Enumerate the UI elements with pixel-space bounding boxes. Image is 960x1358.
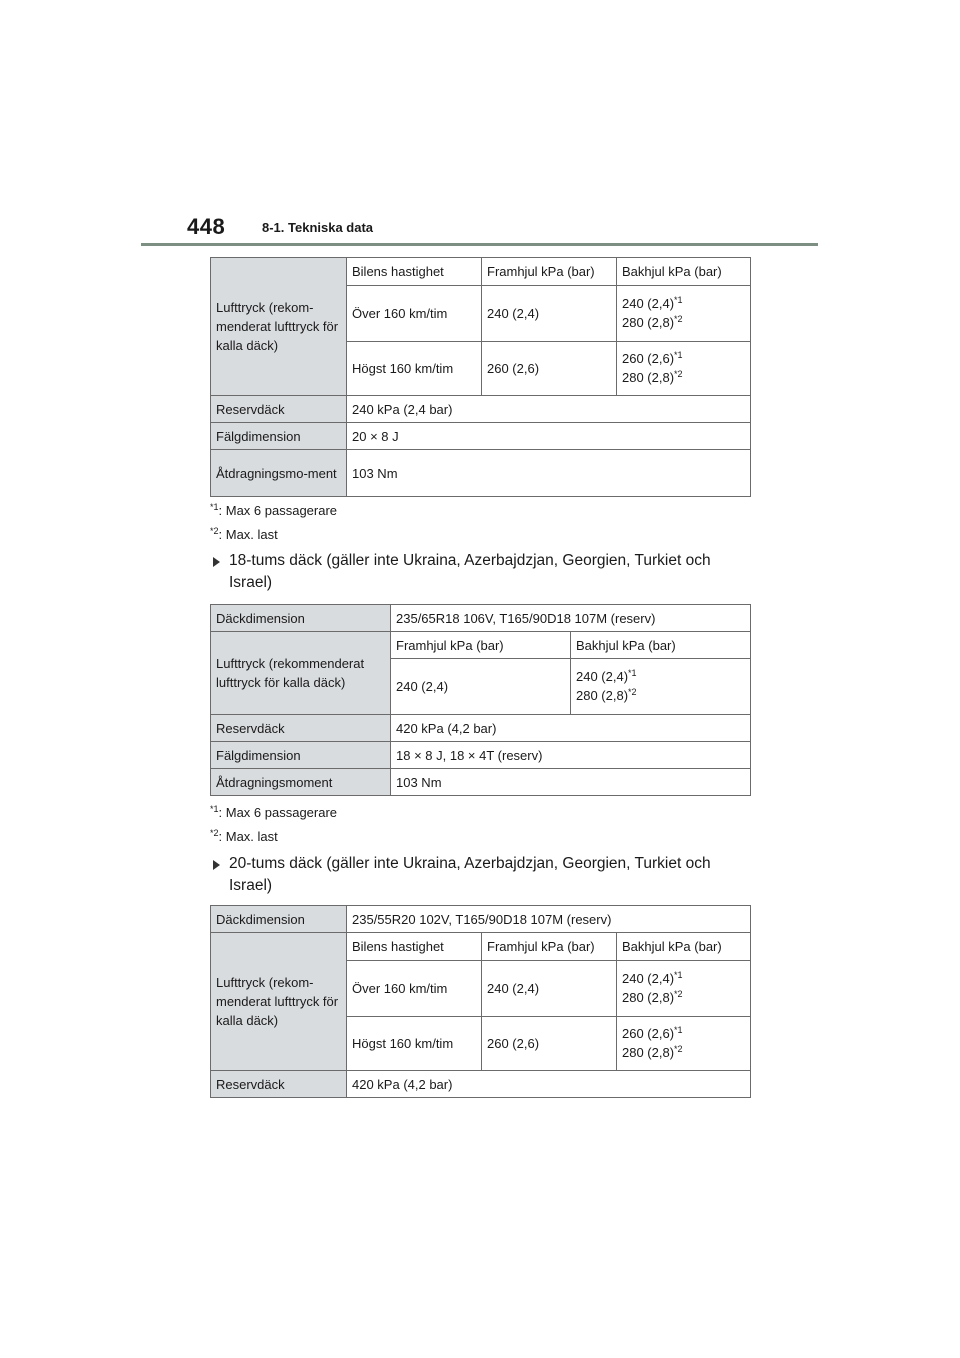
front-cell: 240 (2,4) (482, 961, 617, 1017)
col-front-header: Framhjul kPa (bar) (391, 632, 571, 659)
spare-value: 240 kPa (2,4 bar) (347, 396, 751, 423)
spare-value: 420 kPa (4,2 bar) (391, 715, 751, 742)
rear-cell: 240 $(2,4)^{*1}$ 280 $(2,8)^{*2}$ (571, 659, 751, 715)
section-heading-18: 18-tums däck (gäller inte Ukraina, Azerbajdzjan, Georgien, Turkiet och Israel) (213, 550, 753, 594)
pressure-label: Lufttryck (rekom-menderat lufttryck för kalla däck) (211, 258, 347, 396)
col-front-header: Framhjul kPa (bar) (482, 258, 617, 286)
rear-cell: 260 $(2,6)^{*1}$ 280 $(2,8)^{*2}$ (617, 342, 751, 396)
footnote-2: $^{*2}$: Max. last (210, 526, 278, 542)
section-title: 8-1. Tekniska data (262, 220, 374, 235)
rim-label: Fälgdimension (211, 742, 391, 769)
footnote-1: $^{*1}$: Max 6 passagerare (210, 502, 338, 518)
torque-value: 103 Nm (391, 769, 751, 796)
pressure-label: Lufttryck (rekom-menderat lufttryck för kalla däck) (211, 933, 347, 1071)
col-speed-header: Bilens hastighet (347, 933, 482, 961)
col-speed-header: Bilens hastighet (347, 258, 482, 286)
rear-cell: 240 $(2,4)^{*1}$ 280 $(2,8)^{*2}$ (617, 961, 751, 1017)
tire-spec-table-1 (210, 257, 751, 497)
front-cell: 260 (2,6) (482, 1017, 617, 1071)
rim-value: 20 × 8 J (347, 423, 751, 450)
spare-label: Reservdäck (211, 396, 347, 423)
torque-value: 103 Nm (347, 450, 751, 497)
torque-label: Åtdragningsmoment (211, 769, 391, 796)
rear-cell: 240 $(2,4)^{*1}$ 280 $(2,8)^{*2}$ (617, 286, 751, 342)
bullet-arrow-icon (213, 557, 220, 567)
tire-spec-table-3 (210, 905, 751, 1098)
tire-spec-table-2 (210, 604, 751, 796)
spare-label: Reservdäck (211, 715, 391, 742)
pressure-label: Lufttryck (rekommenderat lufttryck för kalla däck) (211, 632, 391, 715)
speed-cell: Högst 160 km/tim (347, 1017, 482, 1071)
speed-cell: Över 160 km/tim (347, 961, 482, 1017)
col-rear-header: Bakhjul kPa (bar) (571, 632, 751, 659)
tire-size-label: Däckdimension (211, 605, 391, 632)
tire-size-value: 235/55R20 102V, T165/90D18 107M (reserv) (347, 906, 751, 933)
rim-label: Fälgdimension (211, 423, 347, 450)
front-cell: 240 (2,4) (391, 659, 571, 715)
spare-value: 420 kPa (4,2 bar) (347, 1071, 751, 1098)
spare-label: Reservdäck (211, 1071, 347, 1098)
rim-value: 18 × 8 J, 18 × 4T (reserv) (391, 742, 751, 769)
bullet-arrow-icon (213, 860, 220, 870)
front-cell: 240 (2,4) (482, 286, 617, 342)
rear-cell: 260 $(2,6)^{*1}$ 280 $(2,8)^{*2}$ (617, 1017, 751, 1071)
col-front-header: Framhjul kPa (bar) (482, 933, 617, 961)
col-rear-header: Bakhjul kPa (bar) (617, 258, 751, 286)
header-rule (141, 243, 818, 246)
footnote-1: $^{*1}$: Max 6 passagerare (210, 804, 338, 820)
torque-label: Åtdragningsmo-ment (211, 450, 347, 497)
front-cell: 260 (2,6) (482, 342, 617, 396)
tire-size-label: Däckdimension (211, 906, 347, 933)
footnote-2: $^{*2}$: Max. last (210, 828, 278, 844)
page-number: 448 (187, 214, 226, 239)
col-rear-header: Bakhjul kPa (bar) (617, 933, 751, 961)
speed-cell: Över 160 km/tim (347, 286, 482, 342)
tire-size-value: 235/65R18 106V, T165/90D18 107M (reserv) (391, 605, 751, 632)
section-heading-20: 20-tums däck (gäller inte Ukraina, Azerbajdzjan, Georgien, Turkiet och Israel) (213, 853, 753, 897)
speed-cell: Högst 160 km/tim (347, 342, 482, 396)
